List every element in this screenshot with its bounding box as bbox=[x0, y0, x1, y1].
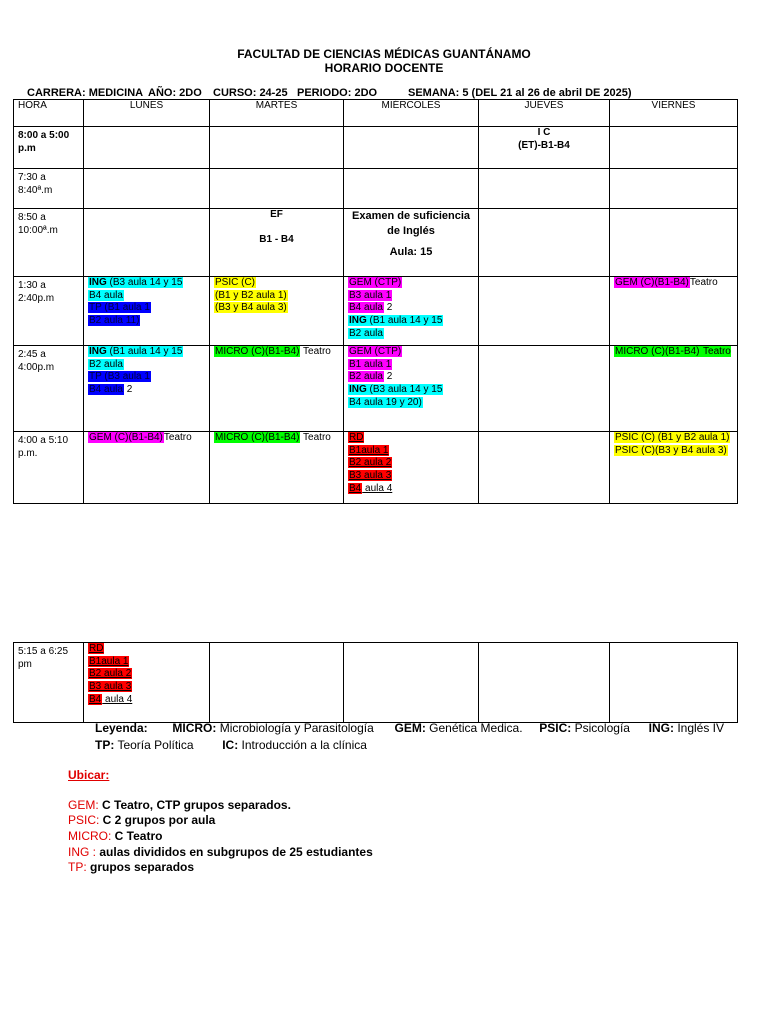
ubicar-ing: ING : aulas divididos en subgrupos de 25 estudiantes bbox=[68, 845, 373, 859]
table-row bbox=[14, 209, 738, 277]
cell-empty bbox=[610, 169, 738, 209]
table-header-row bbox=[14, 100, 738, 127]
cell-empty bbox=[479, 169, 610, 209]
examen-label: Examen de suficiencia de Inglés bbox=[352, 210, 470, 237]
periodo-label: PERIODO: 2DO bbox=[297, 87, 378, 99]
cell-empty bbox=[344, 127, 479, 169]
aula-label: Aula: 15 bbox=[389, 246, 433, 258]
cell-empty bbox=[610, 643, 738, 723]
cell-ef bbox=[210, 209, 344, 277]
semana-label: SEMANA: 5 (DEL 21 al 26 de abril DE 2025) bbox=[408, 87, 632, 99]
schedule-title: HORARIO DOCENTE bbox=[324, 61, 444, 75]
slot-label: 2:45 a 4:00p.m bbox=[14, 346, 84, 432]
cell-martes-245: MICRO (C)(B1-B4) Teatro bbox=[210, 346, 344, 432]
legend-row-2: TP: Teoría Política IC: Introducción a la clínica bbox=[95, 738, 367, 752]
cell-empty bbox=[84, 209, 210, 277]
ef-label: EF bbox=[270, 209, 283, 220]
ubicar-gem: GEM: C Teatro, CTP grupos separados. bbox=[68, 798, 291, 812]
cell-lunes-245: ING (B1 aula 14 y 15 B2 aula TP (B3 aula 1 B4 aula 2 bbox=[84, 346, 210, 432]
cell-viernes-130: GEM (C)(B1-B4)Teatro bbox=[610, 277, 738, 346]
cell-lunes-400: GEM (C)(B1-B4)Teatro bbox=[84, 432, 210, 504]
cell-empty bbox=[479, 643, 610, 723]
ef-groups: B1 - B4 bbox=[259, 233, 294, 245]
table-row bbox=[14, 127, 738, 169]
cell-empty bbox=[344, 169, 479, 209]
cell-miercoles-130: GEM (CTP) B3 aula 1 B4 aula 2 ING (B1 aula 14 y 15 B2 aula bbox=[344, 277, 479, 346]
cell-empty bbox=[479, 346, 610, 432]
cell-empty bbox=[479, 209, 610, 277]
curso-label: CURSO: 24-25 bbox=[213, 87, 288, 99]
slot-label: 7:30 a 8:40ª.m bbox=[14, 169, 84, 209]
table-row bbox=[14, 643, 738, 723]
table-row bbox=[14, 346, 738, 432]
cell-examen bbox=[344, 209, 479, 277]
ubicar-micro: MICRO: C Teatro bbox=[68, 829, 163, 843]
table-row bbox=[14, 432, 738, 504]
cell-miercoles-245: GEM (CTP) B1 aula 1 B2 aula 2 ING (B3 aula 14 y 15 B4 aula 19 y 20) bbox=[344, 346, 479, 432]
cell-martes-130: PSIC (C) (B1 y B2 aula 1) (B3 y B4 aula 3) bbox=[210, 277, 344, 346]
col-header-hora: HORA bbox=[14, 100, 84, 127]
schedule-table bbox=[13, 99, 738, 504]
ubicar-tp: TP: grupos separados bbox=[68, 860, 195, 874]
cell-empty bbox=[210, 643, 344, 723]
cell-empty bbox=[479, 432, 610, 504]
table-row bbox=[14, 169, 738, 209]
carrera-label: CARRERA: MEDICINA bbox=[27, 87, 144, 99]
cell-viernes-245: MICRO (C)(B1-B4) Teatro bbox=[610, 346, 738, 432]
col-header-martes: MARTES bbox=[210, 100, 344, 127]
cell-empty bbox=[210, 169, 344, 209]
ubicar-psic: PSIC: C 2 grupos por aula bbox=[68, 813, 216, 827]
legend-row-1: Leyenda: MICRO: Microbiología y Parasitología GEM: Genética Medica. PSIC: Psicología ING: Inglés IV bbox=[95, 721, 725, 735]
cell-ic bbox=[479, 127, 610, 169]
slot-label: 5:15 a 6:25 pm bbox=[14, 643, 84, 723]
col-header-viernes: VIERNES bbox=[610, 100, 738, 127]
anio-label: AÑO: 2DO bbox=[148, 87, 202, 99]
cell-viernes-400: PSIC (C) (B1 y B2 aula 1) PSIC (C)(B3 y B4 aula 3) bbox=[610, 432, 738, 504]
ing-label: ING bbox=[89, 277, 107, 288]
cell-empty bbox=[84, 127, 210, 169]
slot-label: 1:30 a 2:40p.m bbox=[14, 277, 84, 346]
slot-label: 8:50 a 10:00ª.m bbox=[14, 209, 84, 277]
faculty-title: FACULTAD DE CIENCIAS MÉDICAS GUANTÁNAMO bbox=[237, 47, 531, 61]
col-header-miercoles: MIÉRCOLES bbox=[344, 100, 479, 127]
cell-empty bbox=[344, 643, 479, 723]
slot-label: 8:00 a 5:00 p.m bbox=[14, 127, 84, 169]
cell-lunes-130: ING (B3 aula 14 y 15 B4 aula TP (B1 aula 1 B2 aula 11) bbox=[84, 277, 210, 346]
col-header-lunes: LUNES bbox=[84, 100, 210, 127]
cell-miercoles-400: RD B1aula 1 B2 aula 2 B3 aula 3 B4 aula 4 bbox=[344, 432, 479, 504]
cell-empty bbox=[610, 127, 738, 169]
col-header-jueves: JUEVES bbox=[479, 100, 610, 127]
cell-empty bbox=[610, 209, 738, 277]
cell-empty bbox=[84, 169, 210, 209]
legend-title: Leyenda: bbox=[95, 721, 148, 735]
ic-label: I C bbox=[537, 127, 551, 138]
cell-empty bbox=[479, 277, 610, 346]
ubicar-title: Ubicar: bbox=[68, 768, 110, 782]
schedule-table-continued bbox=[13, 642, 738, 723]
cell-empty bbox=[210, 127, 344, 169]
ic-groups: (ET)-B1-B4 bbox=[518, 139, 570, 151]
slot-label: 4:00 a 5:10 p.m. bbox=[14, 432, 84, 504]
cell-martes-400: MICRO (C)(B1-B4) Teatro bbox=[210, 432, 344, 504]
cell-lunes-515: RD B1aula 1 B2 aula 2 B3 aula 3 B4 aula 4 bbox=[84, 643, 210, 723]
table-row bbox=[14, 277, 738, 346]
